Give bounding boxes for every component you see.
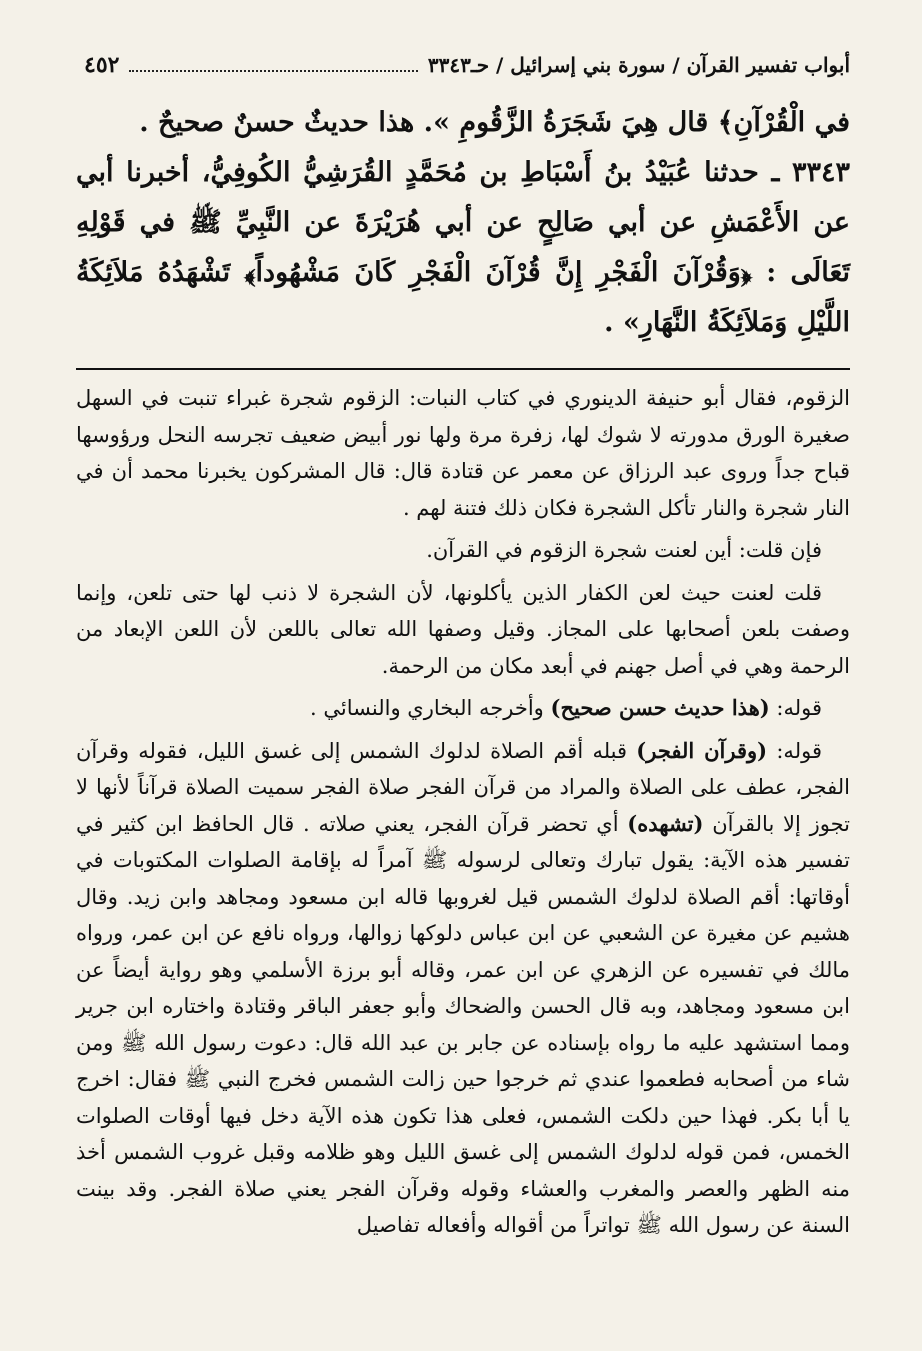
header-dot-leader: [129, 56, 417, 72]
p5-middle: قبله أقم الصلاة لدلوك الشمس إلى غسق الليل، فقوله وقرآن الفجر، عطف على الصلاة والمراد من قرآن الفجر صلاة الفجر سميت الصلاة قرآناً لأنها لا تجوز إلا بالقرآن: [76, 738, 850, 836]
commentary-section: [76, 380, 850, 1244]
p5-quoted-phrase-2: (تشهده): [627, 810, 704, 836]
footnote-divider: [76, 368, 850, 370]
p5-rest: أي تحضر قرآن الفجر، يعني صلاته . قال الحافظ ابن كثير في تفسير هذه الآية: يقول تبارك وتعالى لرسوله ﷺ آمراً له بإقامة الصلوات المكتوبات في أوقاتها: أقم الصلاة لدلوك الشمس قيل لغروبها قاله ابن مسعود ومجاهد وابن زيد. وقال هشيم عن مغيرة عن الشعبي عن ابن عباس دلوكها زوالها، ورواه نافع عن ابن عمر، ورواه مالك في تفسيره عن الزهري عن ابن عمر، وقاله أبو برزة الأسلمي وهو رواية أيضاً عن ابن مسعود ومجاهد، وبه قال الحسن والضحاك وأبو جعفر الباقر وقتادة واختاره ابن جرير ومما استشهد عليه ما رواه بإسناده عن جابر بن عبد الله قال: دعوت رسول الله ﷺ ومن شاء من أصحابه فطعموا عندي ثم خرجوا حين زالت الشمس فخرج النبي ﷺ فقال: اخرج يا أبا بكر. فهذا حين دلكت الشمس، فعلى هذا تكون هذه الآية دخل فيها أوقات الصلوات الخمس، فمن قوله لدلوك الشمس إلى غسق الليل وهو ظلامه وقبل غروب الشمس أخذ منه الظهر والعصر والمغرب والعشاء وقوله وقرآن الفجر يعني صلاة الفجر. وقد بينت السنة عن رسول الله ﷺ تواتراً من أقواله وأفعاله تفاصيل: [76, 811, 850, 1237]
p4-rest: وأخرجه البخاري والنسائي .: [310, 696, 551, 720]
hadith-number: ٣٣٤٣: [791, 157, 850, 188]
main-line-1: في الْقُرْآنِ﴾ قال هِيَ شَجَرَةُ الزَّقُومِ ». هذا حديثٌ حسنٌ صحيحٌ .: [139, 107, 850, 138]
header-title: أبواب تفسير القرآن / سورة بني إسرائيل / حـ٣٣٤٣: [427, 53, 850, 77]
commentary-paragraph-3: قلت لعنت حيث لعن الكفار الذين يأكلونها، لأن الشجرة لا ذنب لها حتى تلعن، وإنما وصفت بلعن أصحابها على المجاز. وقيل وصفها الله تعالى باللعن لأن اللعن الإبعاد من الرحمة وهي في أصل جهنم في أبعد مكان من الرحمة.: [76, 580, 850, 678]
hadith-text: ـ حدثنا عُبَيْدُ بنُ أَسْبَاطِ بن مُحَمَّدٍ القُرَشِيُّ الكُوفِيُّ، أخبرنا أبي عن الأَعْمَشِ عن أبي صَالِحٍ عن أبي هُرَيْرَةَ عن النَّبِيِّ ﷺ في قَوْلِهِ تَعَالَى : ﴿وَقُرْآنَ الْفَجْرِ إِنَّ قُرْآنَ الْفَجْرِ كَانَ مَشْهُوداً﴾ تَشْهَدُهُ مَلاَئِكَةُ اللَّيْلِ وَمَلاَئِكَةُ النَّهَارِ» .: [76, 157, 850, 338]
commentary-paragraph-5: [76, 733, 850, 1244]
p5-lead: قوله:: [767, 738, 822, 763]
p4-lead: قوله:: [769, 696, 822, 720]
hadith-paragraph: [76, 148, 850, 348]
p5-quoted-phrase: (وقرآن الفجر): [636, 737, 768, 763]
p4-quoted-phrase: (هذا حديث حسن صحيح): [550, 695, 770, 720]
hadith-main-text: [76, 98, 850, 348]
commentary-paragraph-2: فإن قلت: أين لعنت شجرة الزقوم في القرآن.: [426, 538, 822, 562]
running-header: [76, 52, 850, 94]
commentary-paragraph-4: [76, 690, 850, 727]
commentary-paragraph-1: الزقوم، فقال أبو حنيفة الدينوري في كتاب النبات: الزقوم شجرة غبراء تنبت في السهل صغيرة الورق مدورته لا شوك لها، زفرة مرة ولها نور أبيض ضعيف تجرسه النحل ورؤوسها قباح جداً وروى عبد الرزاق عن معمر عن قتادة قال: قال المشركون يخبرنا محمد أن في النار شجرة والنار تأكل الشجرة فكان ذلك فتنة لهم .: [76, 386, 850, 520]
page-number: ٤٥٢: [84, 52, 120, 78]
